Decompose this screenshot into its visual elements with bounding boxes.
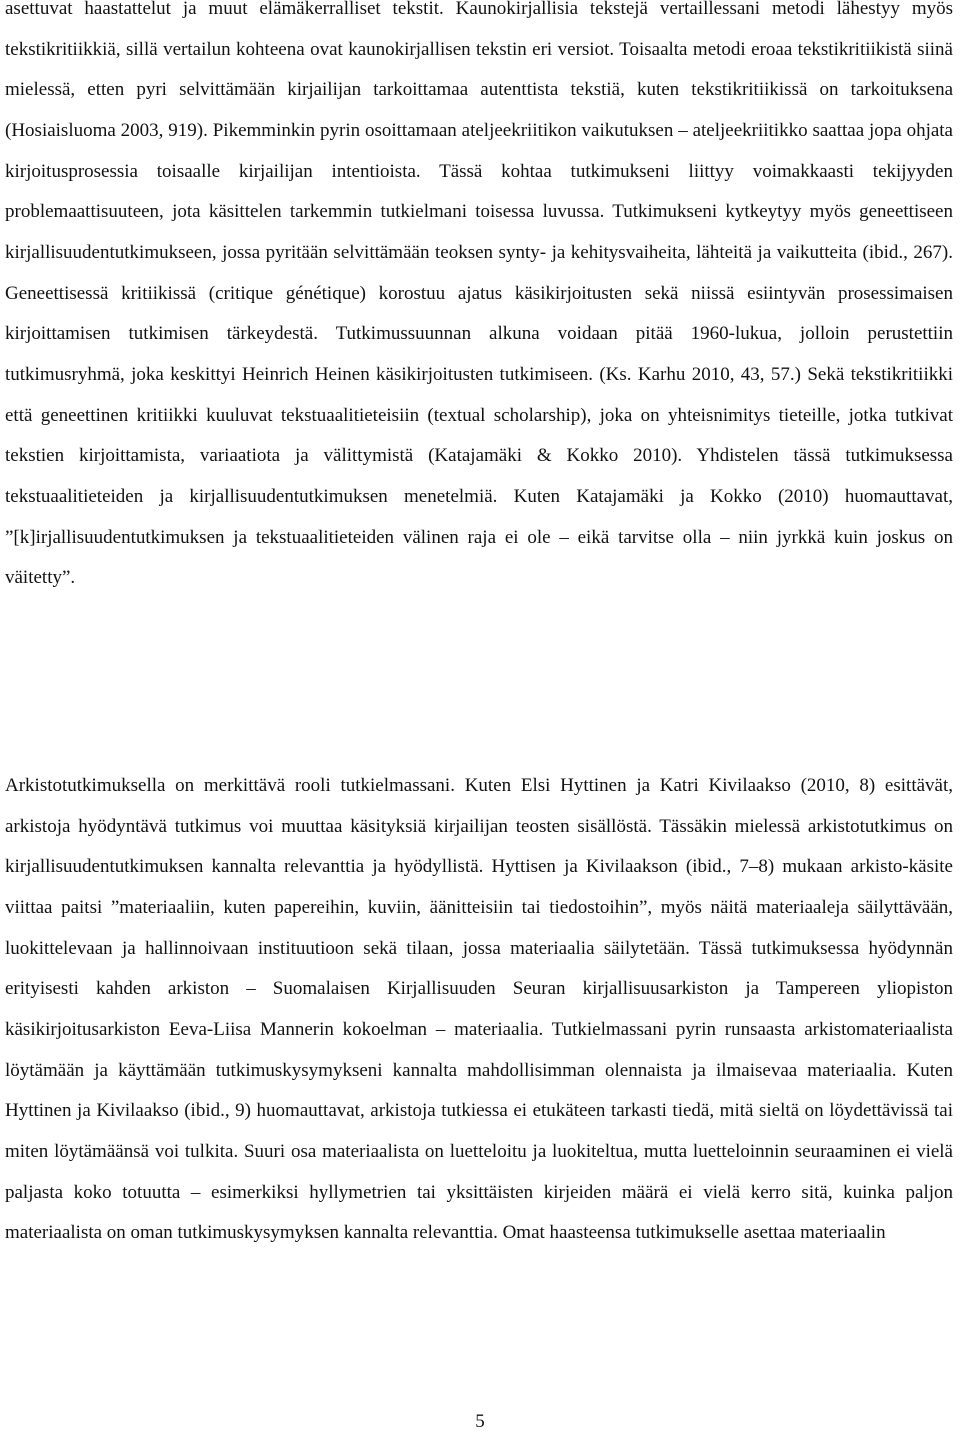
body-paragraph-2: Arkistotutkimuksella on merkittävä rooli tutkielmassani. Kuten Elsi Hyttinen ja Katri Kivilaakso (2010, 8) esittävät, arkistoja hyödyntävä tutkimus voi muuttaa käsityksiä kirjailijan teosten sisällöstä. Tässäkin mielessä arkistotutkimus on kirjallisuudentutkimuksen kannalta relevanttia ja hyödyllistä. Hyttisen ja Kivilaakson (ibid., 7–8) mukaan arkisto-käsite viittaa paitsi ”materiaaliin, kuten papereihin, kuviin, äänitteisiin tai tiedostoihin”, myös näitä materiaaleja säilyttävään, luokittelevaan ja hallinnoivaan instituutioon sekä tilaan, jossa materiaalia säilytetään. Tässä tutkimuksessa hyödynnän erityisesti kahden arkiston – Suomalaisen Kirjallisuuden Seuran kirjallisuusarkiston ja Tampereen yliopiston käsikirjoitusarkiston Eeva-Liisa Mannerin kokoelman – materiaalia. Tutkielmassani pyrin runsaasta arkistomateriaalista löytämään ja käyttämään tutkimuskysymykseni kannalta mahdollisimman olennaista ja ilmaisevaa materiaalia. Kuten Hyttinen ja Kivilaakso (ibid., 9) huomauttavat, arkistoja tutkiessa ei etukäteen tarkasti tiedä, mitä sieltä on löydettävissä tai miten löytämäänsä voi tulkita. Suuri osa materiaalista on luetteloitu ja luokiteltua, mutta luetteloinnin seuraaminen ei vielä paljasta koko totuutta – esimerkiksi hyllymetrien tai yksittäisten kirjeiden määrä ei vielä kerro sitä, kuinka paljon materiaalista on oman tutkimuskysymyksen kannalta relevanttia. Omat haasteensa tutkimukselle asettaa materiaalin — [5, 775, 953, 1244]
body-paragraph-1: asettuvat haastattelut ja muut elämäkerralliset tekstit. Kaunokirjallisia tekstejä vertaillessani metodi lähestyy myös tekstikritiikkiä, sillä vertailun kohteena ovat kaunokirjallisen tekstin eri versiot. Toisaalta metodi eroaa tekstikritiikistä siinä mielessä, etten pyri selvittämään kirjailijan tarkoittamaa autenttista tekstiä, kuten tekstikritiikissä on tarkoituksena (Hosiaisluoma 2003, 919). Pikemminkin pyrin osoittamaan ateljeekriitikon vaikutuksen – ateljeekriitikko saattaa jopa ohjata kirjoitusprosessia toisaalle kirjailijan intentioista. Tässä kohtaa tutkimukseni liittyy voimakkaasti tekijyyden problemaattisuuteen, jota käsittelen tarkemmin tutkielmani toisessa luvussa. Tutkimukseni kytkeytyy myös geneettiseen kirjallisuudentutkimukseen, jossa pyritään selvittämään teoksen synty- ja kehitysvaiheita, lähteitä ja vaikutteita (ibid., 267). Geneettisessä kritiikissä (critique génétique) korostuu ajatus käsikirjoitusten sekä niissä esiintyvän prosessimaisen kirjoittamisen tutkimisen tärkeydestä. Tutkimussuunnan alkuna voidaan pitää 1960-lukua, jolloin perustettiin tutkimusryhmä, joka keskittyi Heinrich Heinen käsikirjoitusten tutkimiseen. (Ks. Karhu 2010, 43, 57.) Sekä tekstikritiikki että geneettinen kritiikki kuuluvat tekstuaalitieteisiin (textual scholarship), joka on yhteisnimitys tieteille, jotka tutkivat tekstien kirjoittamista, variaatiota ja välittymistä (Katajamäki & Kokko 2010). Yhdistelen tässä tutkimuksessa tekstuaalitieteiden ja kirjallisuudentutkimuksen menetelmiä. Kuten Katajamäki ja Kokko (2010) huomauttavat, ”[k]irjallisuudentutkimuksen ja tekstuaalitieteiden välinen raja ei ole – eikä tarvitse olla – niin jyrkkä kuin joskus on väitetty”. — [5, 0, 953, 589]
page-number: 5 — [475, 1411, 485, 1432]
